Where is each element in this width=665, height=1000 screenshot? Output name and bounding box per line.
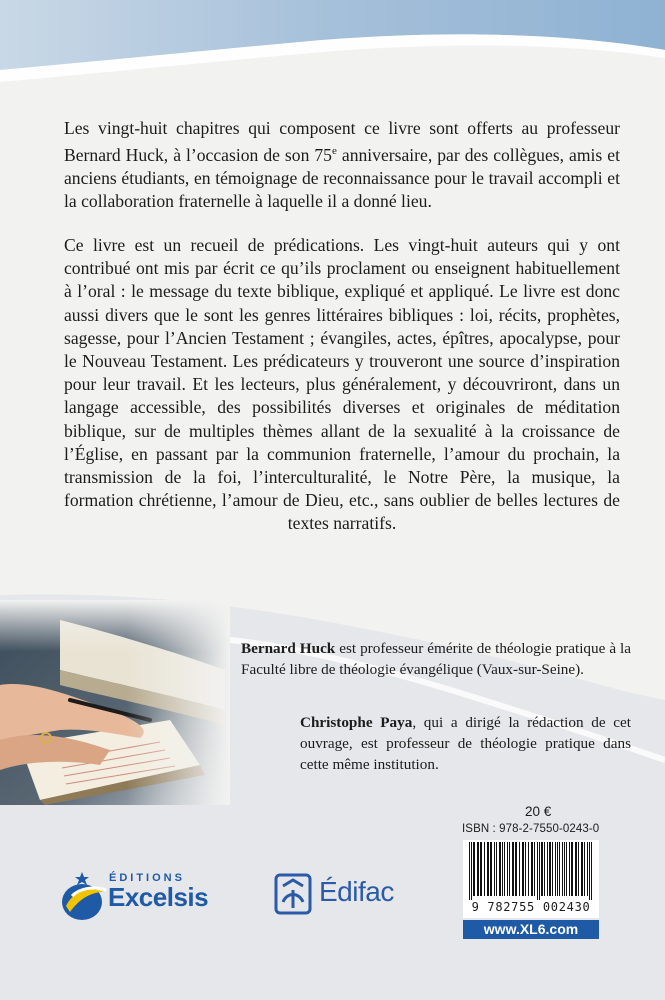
barcode-bar — [541, 842, 543, 896]
barcode-bars — [463, 840, 599, 900]
barcode-bar — [557, 842, 558, 896]
barcode-bar — [539, 842, 540, 900]
barcode-bar — [480, 842, 482, 896]
blurb-paragraph-1: Les vingt-huit chapitres qui composent ce livre sont offerts au professeur Bernard Huck, à l’occasion de son 75e anniversaire, par des collègues, amis et anciens étudiants, en témoignage de reconnaissance pour le travail accompli et la collaboration fraternelle à laquelle il a donné lieu. — [64, 118, 620, 212]
excelsis-editions-text: ÉDITIONS — [109, 872, 185, 884]
barcode-bar — [591, 842, 592, 900]
barcode-bar — [587, 842, 588, 896]
barcode-bar — [494, 842, 495, 896]
barcode-bar — [509, 842, 510, 896]
barcode-bar — [564, 842, 565, 896]
excelsis-logo — [60, 862, 235, 930]
barcode-bar — [522, 842, 524, 896]
barcode-bar — [471, 842, 472, 900]
author-bio-christophe-paya: Christophe Paya, qui a dirigé la rédaction de cet ouvrage, est professeur de théologie pratique dans cette même institution. — [300, 714, 631, 773]
barcode-bar — [589, 842, 590, 900]
barcode-bar — [555, 842, 556, 896]
barcode-bar — [496, 842, 497, 896]
barcode-bar — [525, 842, 526, 896]
barcode-bar — [515, 842, 517, 896]
barcode-bar — [547, 842, 548, 896]
barcode-bar — [581, 842, 583, 896]
barcode-bar — [584, 842, 585, 896]
barcode-bar — [559, 842, 560, 896]
barcode-bar — [473, 842, 475, 896]
edifac-logo — [273, 870, 403, 922]
barcode-bar — [507, 842, 508, 896]
barcode-bar — [490, 842, 492, 896]
barcode-bar — [566, 842, 567, 896]
price-label: 20 € — [525, 804, 552, 819]
barcode-bar — [578, 842, 579, 896]
barcode-bar — [519, 842, 520, 896]
barcode-bar — [537, 842, 538, 900]
edifac-name-text: Édifac — [319, 876, 394, 907]
barcode-bar — [469, 842, 470, 900]
bible-study-photo — [0, 600, 230, 805]
barcode-bar — [512, 842, 514, 896]
barcode-bar — [571, 842, 573, 896]
excelsis-name-text: Excelsis — [108, 882, 209, 912]
barcode-bar — [534, 842, 535, 896]
isbn-label: ISBN : 978-2-7550-0243-0 — [462, 823, 600, 835]
barcode-bar — [531, 842, 533, 896]
barcode-bar — [487, 842, 489, 896]
barcode-bar — [528, 842, 529, 896]
barcode-bar — [502, 842, 503, 896]
barcode-bar — [552, 842, 553, 896]
barcode-bar — [544, 842, 545, 896]
excelsis-swoosh-icon — [60, 866, 110, 926]
barcode-bar — [549, 842, 551, 896]
author-bio-bernard-huck: Bernard Huck est professeur émérite de théologie pratique à la Faculté libre de théologie évangélique (Vaux-sur-Seine). — [241, 640, 631, 678]
barcode-bar — [499, 842, 501, 896]
barcode-bar — [575, 842, 577, 896]
barcode-digits: 9 782755 002430 — [463, 900, 599, 914]
edifac-emblem-icon — [273, 872, 313, 916]
barcode-bar — [562, 842, 563, 896]
barcode-bar — [569, 842, 570, 896]
website-link[interactable]: www.XL6.com — [463, 920, 599, 939]
barcode-bar — [484, 842, 485, 896]
barcode-bar — [477, 842, 479, 896]
blurb-paragraph-2: Ce livre est un recueil de prédications. Les vingt-huit auteurs qui y ont contribué ont mis par écrit ce qu’ils proclament ou enseignent habituellement à l’oral : le message du texte biblique, expliqué et appliqué. Le livre est donc aussi divers que le sont les genres littéraires bibliques : loi, récits, prophètes, sagesse, pour l’Ancien Testament ; évangiles, actes, épîtres, apocalypse, pour le Nouveau Testament. Les prédicateurs y trouveront une source d’inspiration pour leur travail. Et les lecteurs, plus généralement, y découvriront, dans un langage accessible, des possibilités diverses et originales de méditation biblique, sur de multiples thèmes allant de la sexualité à la croissance de l’Église, en passant par la communion fraternelle, l’amour du prochain, la transmission de la foi, l’interculturalité, le Notre Père, la musique, la formation chrétienne, l’amour de Dieu, etc., sans oublier de belles lectures de textes narratifs. — [64, 235, 620, 534]
barcode-bar — [504, 842, 505, 896]
